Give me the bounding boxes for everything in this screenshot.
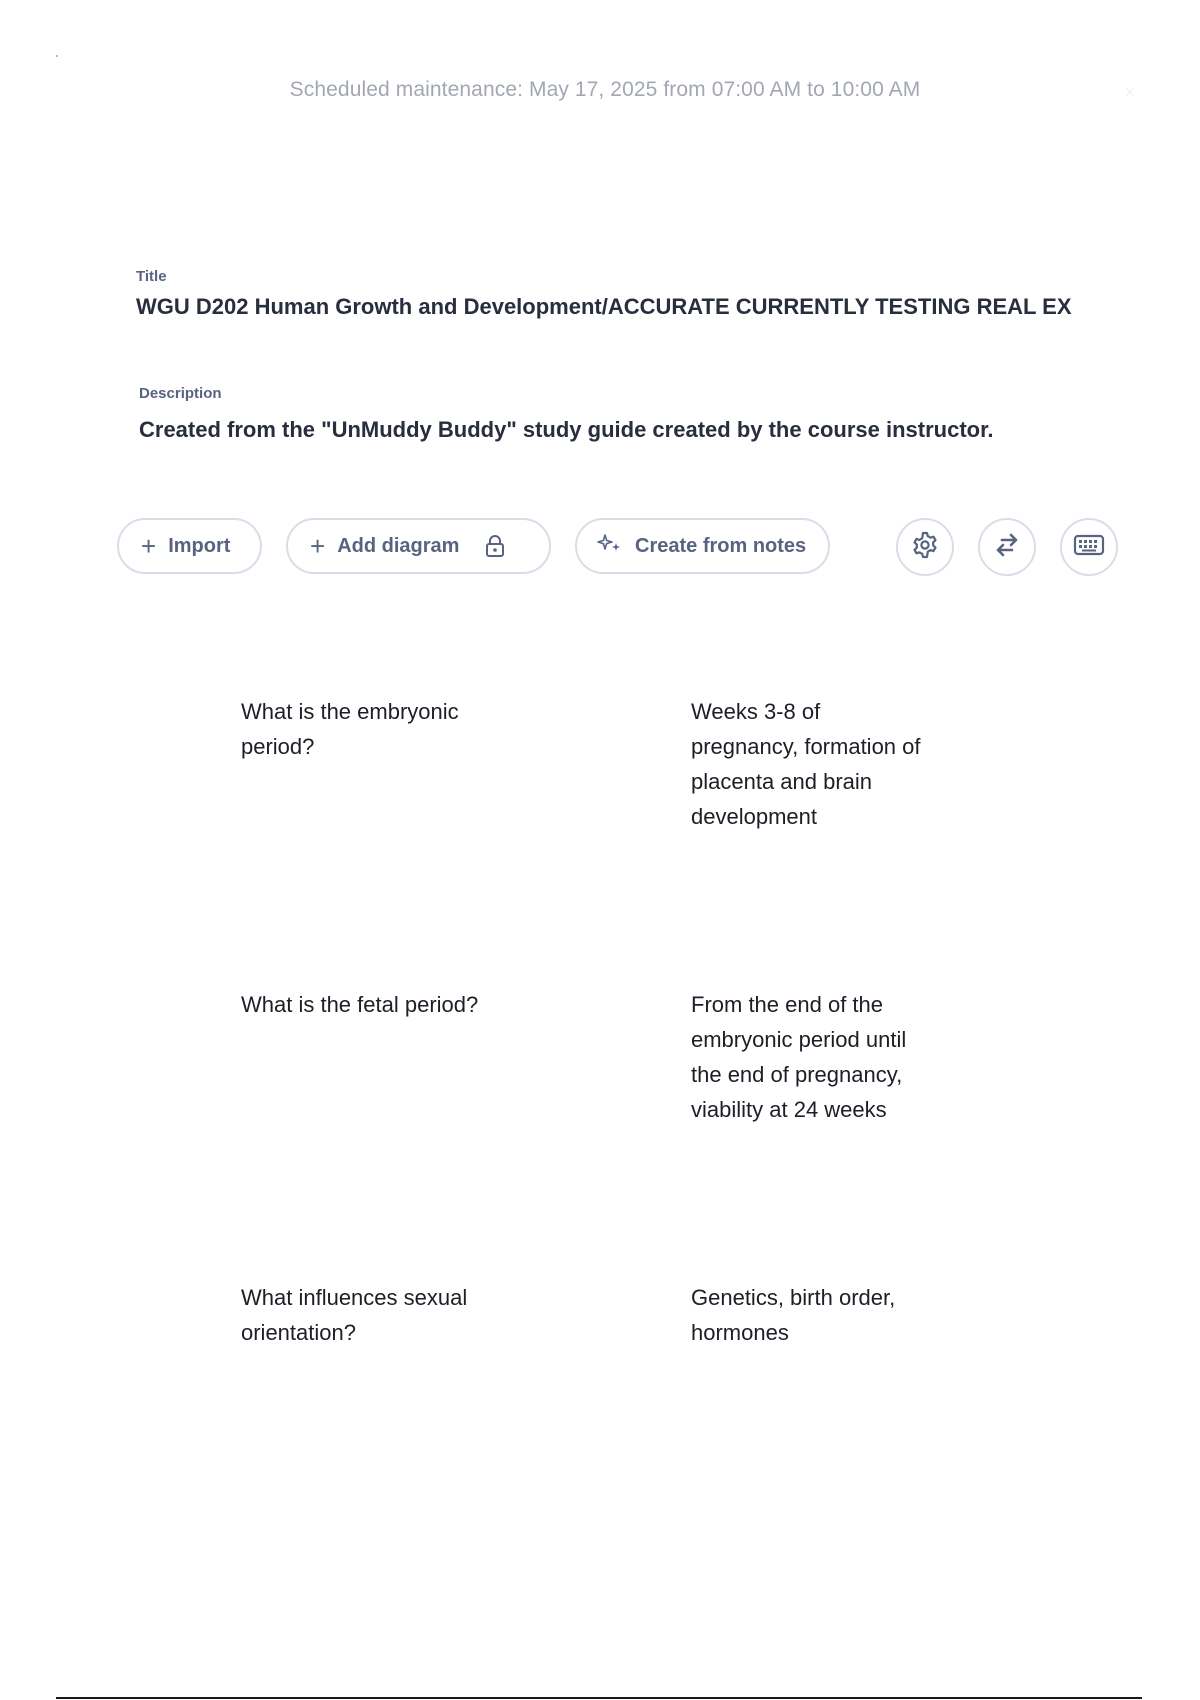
card-definition-3[interactable]: Genetics, birth order, hormones: [691, 1285, 896, 1345]
create-from-notes-button[interactable]: [575, 518, 830, 574]
card-term-2[interactable]: What is the fetal period?: [241, 992, 479, 1017]
plus-icon: +: [310, 531, 326, 561]
card-definition-1[interactable]: Weeks 3-8 of pregnancy, formation of placenta and brain development: [691, 699, 921, 829]
gear-icon: [910, 530, 940, 565]
settings-button[interactable]: [896, 518, 954, 576]
lock-icon: [485, 535, 505, 557]
card-term-3[interactable]: What influences sexual orientation?: [241, 1285, 468, 1345]
set-title-field[interactable]: WGU D202 Human Growth and Development/ACCURATE CURRENTLY TESTING REAL EX: [136, 294, 1072, 319]
swap-terms-button[interactable]: [978, 518, 1036, 576]
keyboard-icon: [1073, 533, 1105, 562]
maintenance-banner: Scheduled maintenance: May 17, 2025 from 07:00 AM to 10:00 AM: [289, 78, 921, 101]
add-diagram-label: Add diagram: [337, 534, 460, 557]
sparkle-icon: [597, 533, 623, 559]
title-label: Title: [136, 268, 167, 285]
bottom-divider: [56, 1697, 1142, 1699]
create-from-notes-label: Create from notes: [635, 534, 807, 557]
import-label: Import: [168, 534, 231, 557]
banner-close-icon[interactable]: ×: [1124, 82, 1136, 102]
import-button[interactable]: [117, 518, 262, 574]
swap-arrows-icon: [992, 530, 1022, 565]
stray-dot: [56, 55, 58, 57]
add-diagram-button[interactable]: [286, 518, 551, 574]
card-definition-2[interactable]: From the end of the embryonic period until the end of pregnancy, viability at 24 weeks: [691, 992, 907, 1122]
plus-icon: +: [141, 531, 157, 561]
keyboard-shortcuts-button[interactable]: [1060, 518, 1118, 576]
card-term-1[interactable]: What is the embryonic period?: [241, 699, 459, 759]
description-label: Description: [139, 385, 222, 402]
set-description-field[interactable]: Created from the "UnMuddy Buddy" study guide created by the course instructor.: [139, 417, 994, 442]
